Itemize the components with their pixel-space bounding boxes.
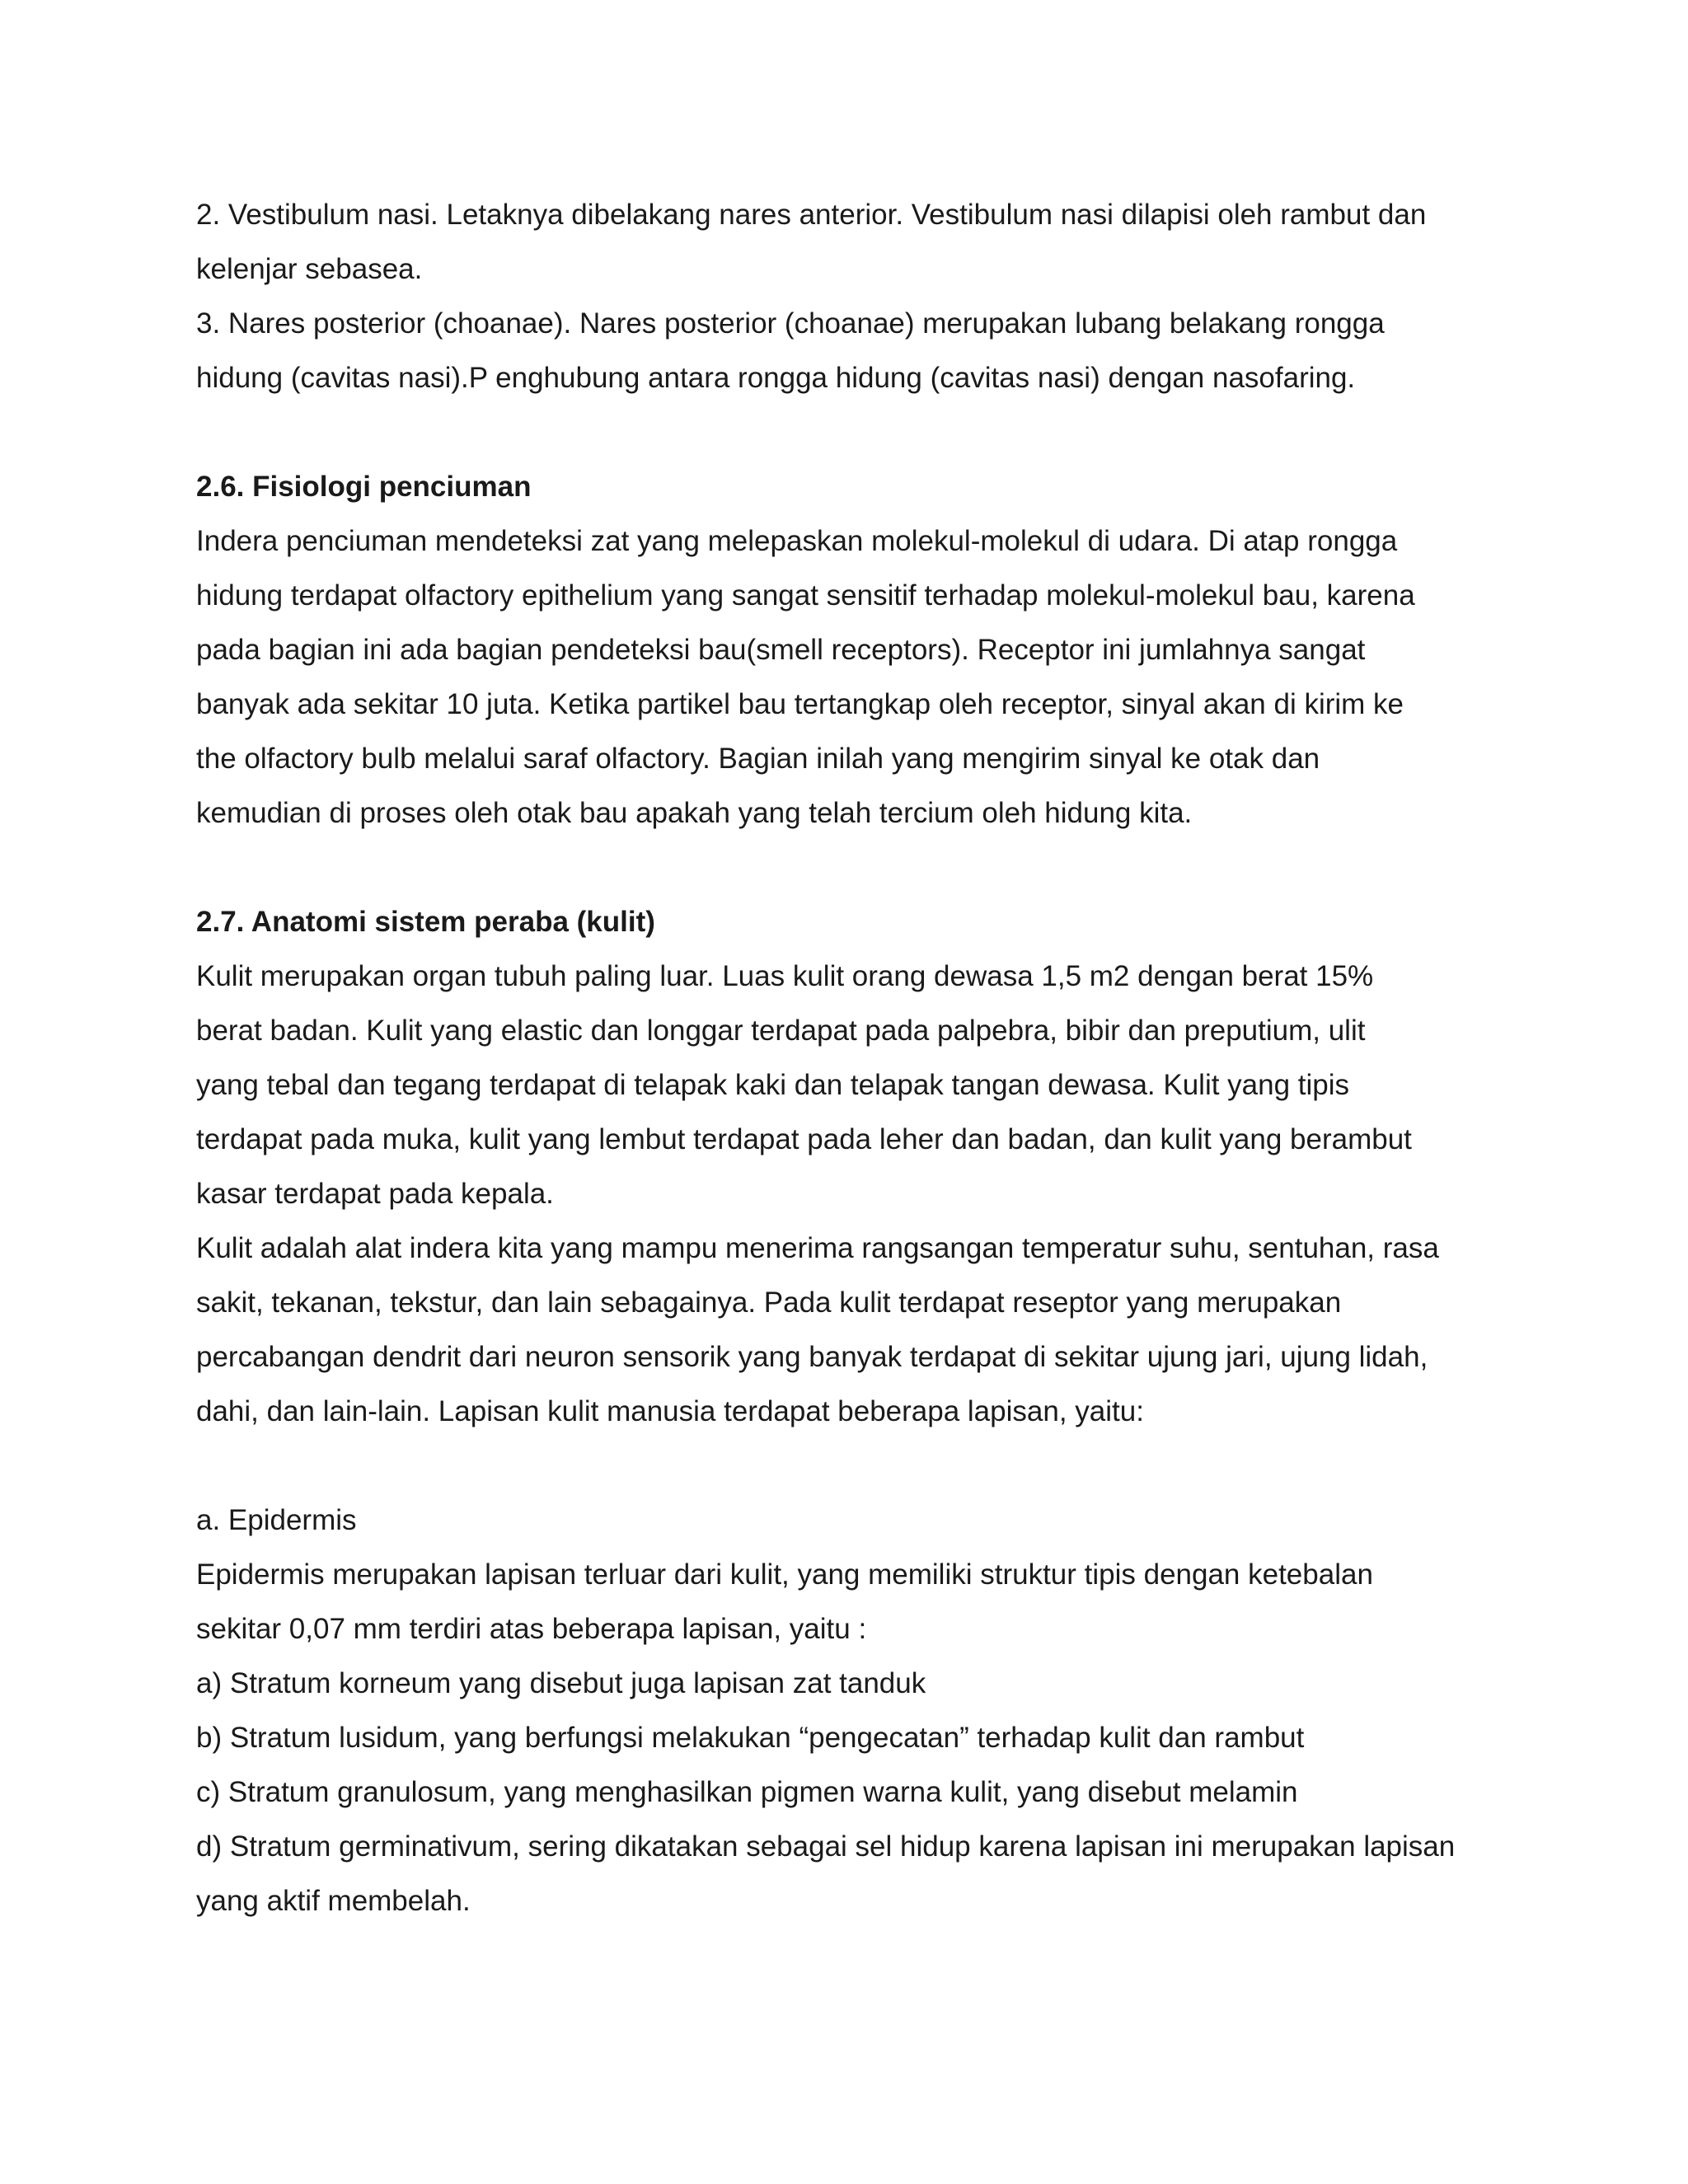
epidermis-layer-list (196, 1657, 1498, 1929)
section-2-7-paragraph-1 (196, 949, 1498, 1221)
nares-item-2 (196, 188, 1498, 297)
text-line: kasar terdapat pada kepala. (196, 1178, 554, 1210)
text-line: percabangan dendrit dari neuron sensorik yang banyak terdapat di sekitar ujung jari, ujung lidah, (196, 1341, 1428, 1373)
spacer (196, 405, 1498, 460)
text-line: sakit, tekanan, tekstur, dan lain sebagainya. Pada kulit terdapat reseptor yang merupakan (196, 1286, 1342, 1319)
spacer (196, 841, 1498, 895)
text-line: Epidermis merupakan lapisan terluar dari kulit, yang memiliki struktur tipis dengan ketebalan (196, 1558, 1373, 1591)
document-page (196, 188, 1498, 1929)
text-line: 2. Vestibulum nasi. Letaknya dibelakang nares anterior. Vestibulum nasi dilapisi oleh rambut dan (196, 199, 1427, 231)
text-line: yang tebal dan tegang terdapat di telapak kaki dan telapak tangan dewasa. Kulit yang tipis (196, 1069, 1350, 1101)
text-line: Indera penciuman mendeteksi zat yang melepaskan molekul-molekul di udara. Di atap rongga (196, 525, 1398, 557)
spacer (196, 1439, 1498, 1493)
text-line: Kulit merupakan organ tubuh paling luar. Luas kulit orang dewasa 1,5 m2 dengan berat 15% (196, 960, 1374, 992)
epidermis-title: a. Epidermis (196, 1504, 357, 1536)
list-item: a) Stratum korneum yang disebut juga lapisan zat tanduk (196, 1667, 926, 1699)
list-item: d) Stratum germinativum, sering dikatakan sebagai sel hidup karena lapisan ini merupakan lapisan (196, 1830, 1456, 1863)
text-line: kelenjar sebasea. (196, 253, 423, 285)
text-line: hidung terdapat olfactory epithelium yang sangat sensitif terhadap molekul-molekul bau, karena (196, 579, 1415, 612)
nares-item-3 (196, 297, 1498, 405)
section-2-6-body (196, 514, 1498, 841)
section-2-7-paragraph-2 (196, 1221, 1498, 1439)
text-line: dahi, dan lain-lain. Lapisan kulit manusia terdapat beberapa lapisan, yaitu: (196, 1395, 1144, 1427)
list-item: c) Stratum granulosum, yang menghasilkan pigmen warna kulit, yang disebut melamin (196, 1776, 1298, 1808)
text-line: kemudian di proses oleh otak bau apakah yang telah tercium oleh hidung kita. (196, 797, 1193, 829)
text-line: 3. Nares posterior (choanae). Nares posterior (choanae) merupakan lubang belakang rongga (196, 307, 1385, 340)
text-line: sekitar 0,07 mm terdiri atas beberapa lapisan, yaitu : (196, 1613, 867, 1645)
epidermis-intro (196, 1548, 1498, 1657)
section-heading-2-6: 2.6. Fisiologi penciuman (196, 471, 532, 503)
text-line: hidung (cavitas nasi).P enghubung antara rongga hidung (cavitas nasi) dengan nasofaring. (196, 362, 1356, 394)
text-line: berat badan. Kulit yang elastic dan longgar terdapat pada palpebra, bibir dan preputium, ulit (196, 1015, 1366, 1047)
text-line: Kulit adalah alat indera kita yang mampu menerima rangsangan temperatur suhu, sentuhan, rasa (196, 1232, 1439, 1264)
section-heading-2-7: 2.7. Anatomi sistem peraba (kulit) (196, 906, 655, 938)
text-line: terdapat pada muka, kulit yang lembut terdapat pada leher dan badan, dan kulit yang berambut (196, 1123, 1412, 1155)
text-line: the olfactory bulb melalui saraf olfactory. Bagian inilah yang mengirim sinyal ke otak dan (196, 743, 1320, 775)
text-line: banyak ada sekitar 10 juta. Ketika partikel bau tertangkap oleh receptor, sinyal akan di kirim ke (196, 688, 1404, 720)
list-item: b) Stratum lusidum, yang berfungsi melakukan “pengecatan” terhadap kulit dan rambut (196, 1722, 1305, 1754)
text-line: pada bagian ini ada bagian pendeteksi bau(smell receptors). Receptor ini jumlahnya sangat (196, 634, 1366, 666)
list-item: yang aktif membelah. (196, 1885, 471, 1917)
